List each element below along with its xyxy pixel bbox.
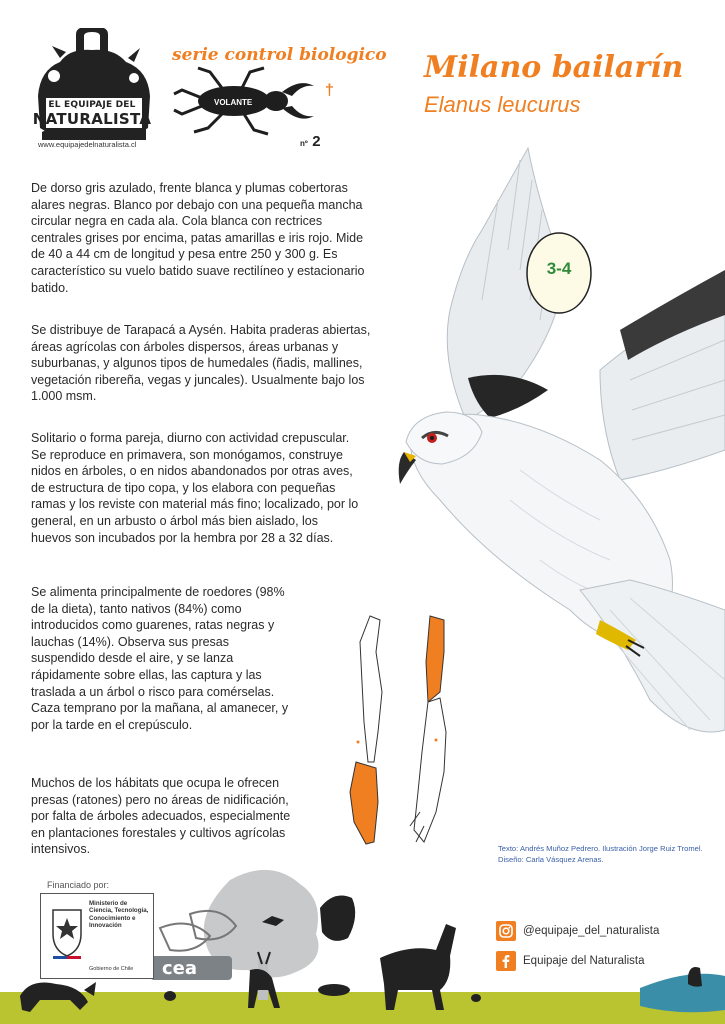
facebook-name: Equipaje del Naturalista <box>523 955 645 967</box>
naturalist-logo <box>30 28 160 146</box>
dagger-icon: † <box>325 82 334 99</box>
facebook-link[interactable] <box>496 951 644 971</box>
funded-by-label: Financiado por: <box>47 880 110 890</box>
distribution-paragraph: Se distribuye de Tarapacá a Aysén. Habita praderas abiertas, áreas agrícolas con árboles dispersos, áreas urbanas y suburbanas, y algunos tipos de humedales (ñadis, mallines, vegetación ribereña, vegas y juncales). Usualmente bajo los 1.000 msm. <box>31 323 371 404</box>
website-link[interactable]: www.equipajedelnaturalista.cl <box>38 140 137 149</box>
issue-prefix: nº <box>300 139 308 148</box>
facebook-icon <box>496 951 516 971</box>
behavior-paragraph: Solitario o forma pareja, diurno con actividad crepuscular. Se reproduce en primavera, son monógamos, construye nidos en árboles, o en nidos abandonados por otras aves, de estructura de tipo copa, y los elabora con pequeñas ramas y los reviste con material más fino; localizado, por lo general, en un arbusto o árbol más bien aislado, los huevos son incubados por la hembra por 28 a 32 días. <box>31 431 359 545</box>
cea-logo: cea <box>162 958 198 979</box>
species-scientific-name: Elanus leucurus <box>424 92 581 117</box>
description-paragraph: De dorso gris azulado, frente blanca y plumas cobertoras alares negras. Blanco por debajo con una pequeña mancha circular negra en cada ala. Cola blanca con rectrices centrales grises por encima, patas amarillas e iris rojo. Mide de 40 a 44 cm de longitud y pesa entre 250 y 300 g. Es característico su vuelo batido suave rectilíneo y estacionario batido. <box>31 181 365 295</box>
ministry-name: Ministerio de Ciencia, Tecnología, Conocimiento e Innovación <box>89 900 149 930</box>
backpack-logo-icon <box>30 28 160 146</box>
species-common-name: Milano bailarín <box>424 50 684 85</box>
coat-of-arms-icon <box>47 904 87 960</box>
distribution-maps <box>340 612 470 862</box>
egg-clutch-badge <box>523 227 595 315</box>
map-north <box>350 616 382 844</box>
issue-value: 2 <box>312 133 321 150</box>
egg-clutch-size: 3-4 <box>546 259 572 278</box>
diet-paragraph: Se alimenta principalmente de roedores (98% de la dieta), tanto nativos (84%) como introducidos como guarenes, ratas negras y lauchas (14%). Observa sus presas suspendido desde el aire, y se lanza rápidamente sobre ellas, las captura y las traslada a un árbol o risco para comérselas. Caza temprano por la mañana, al amanecer, y por la tarde en el crepúsculo. <box>31 585 289 732</box>
government-label: Gobierno de Chile <box>89 966 134 972</box>
credits-text: Texto: Andrés Muñoz Pedrero. Ilustración Jorge Ruiz Tromel. Diseño: Carla Vásquez Arenas. <box>498 844 703 864</box>
ministry-logo <box>40 893 154 979</box>
map-south <box>410 616 446 842</box>
logo-line-2: NATURALISTA <box>32 110 152 128</box>
logo-line-1: EL EQUIPAJE DEL <box>48 100 136 110</box>
series-title: serie control biologico <box>172 45 387 65</box>
issue-number <box>300 133 321 151</box>
habitat-paragraph: Muchos de los hábitats que ocupa le ofrecen presas (ratones) pero no áreas de nidificación, por falta de árboles adecuados, especialmente en plantaciones forestales y cultivos agrícolas intensivos. <box>31 776 291 857</box>
instagram-link[interactable] <box>496 921 659 941</box>
volante-badge: VOLANTE <box>208 96 258 109</box>
instagram-handle: @equipaje_del_naturalista <box>523 925 660 937</box>
instagram-icon <box>496 921 516 941</box>
